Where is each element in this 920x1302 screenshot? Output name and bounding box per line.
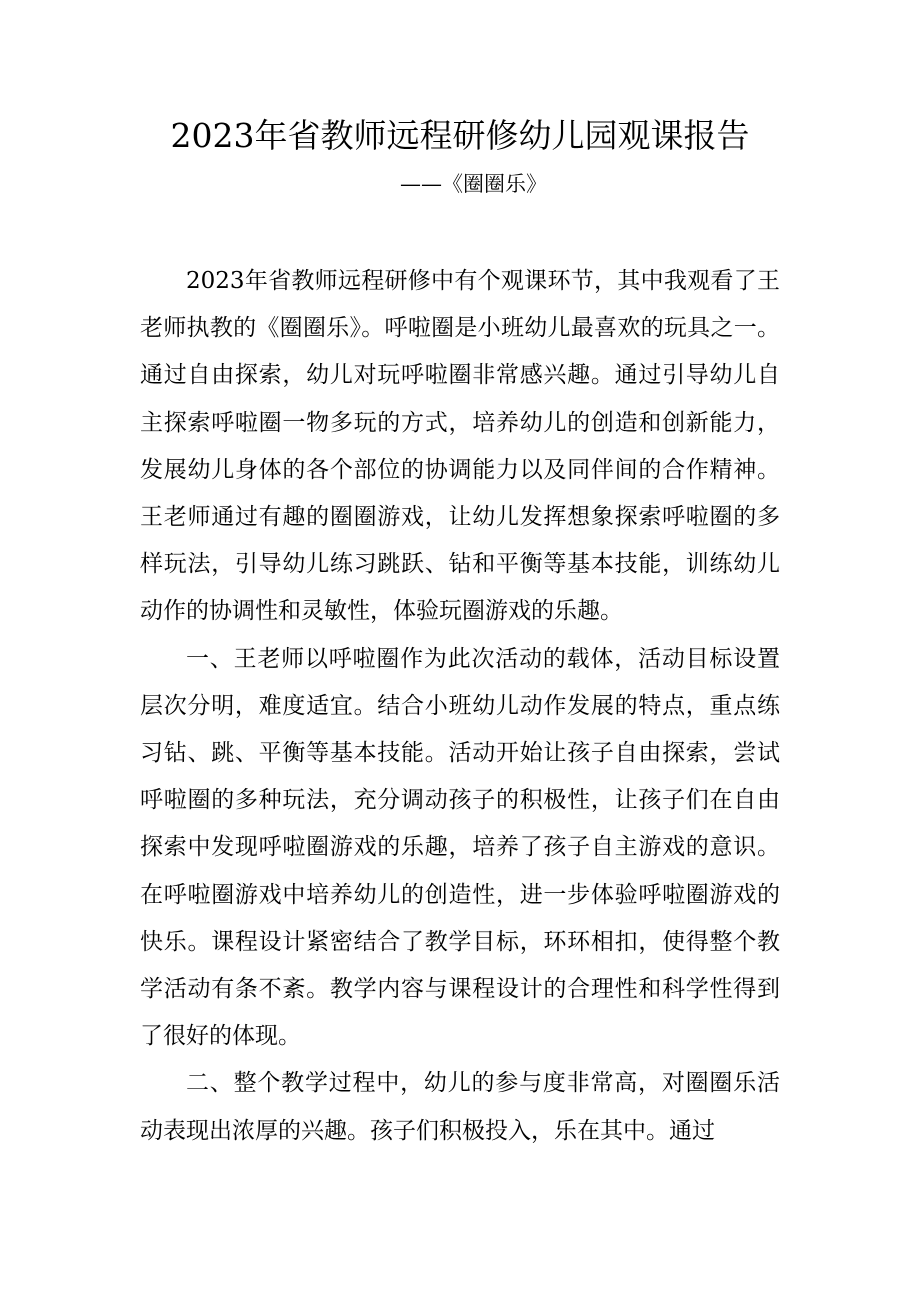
- document-subtitle: ——《圈圈乐》: [400, 172, 547, 196]
- document-title: 2023年省教师远程研修幼儿园观课报告: [170, 116, 750, 155]
- document-body: [140, 258, 780, 1155]
- paragraph-point-two: 二、整个教学过程中，幼儿的参与度非常高，对圈圈乐活动表现出浓厚的兴趣。孩子们积极投入，乐在其中。通过: [140, 1070, 780, 1144]
- paragraph-point-one: 一、王老师以呼啦圈作为此次活动的载体，活动目标设置层次分明，难度适宜。结合小班幼儿动作发展的特点，重点练习钻、跳、平衡等基本技能。活动开始让孩子自由探索，尝试呼啦圈的多种玩法，充分调动孩子的积极性，让孩子们在自由探索中发现呼啦圈游戏的乐趣，培养了孩子自主游戏的意识。在呼啦圈游戏中培养幼儿的创造性，进一步体验呼啦圈游戏的快乐。课程设计紧密结合了教学目标，环环相扣，使得整个教学活动有条不紊。教学内容与课程设计的合理性和科学性得到了很好的体现。: [140, 645, 780, 1050]
- paragraph-intro: 2023年省教师远程研修中有个观课环节，其中我观看了王老师执教的《圈圈乐》。呼啦圈是小班幼儿最喜欢的玩具之一。通过自由探索，幼儿对玩呼啦圈非常感兴趣。通过引导幼儿自主探索呼啦圈一物多玩的方式，培养幼儿的创造和创新能力，发展幼儿身体的各个部位的协调能力以及同伴间的合作精神。王老师通过有趣的圈圈游戏，让幼儿发挥想象探索呼啦圈的多样玩法，引导幼儿练习跳跃、钻和平衡等基本技能，训练幼儿动作的协调性和灵敏性，体验玩圈游戏的乐趣。: [140, 268, 780, 625]
